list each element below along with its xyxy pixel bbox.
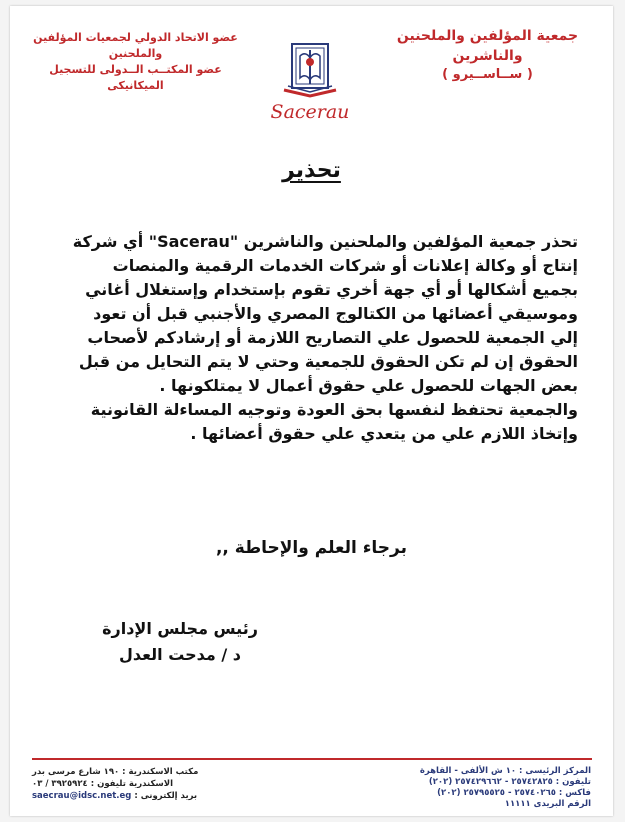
page-title-text: تحذير	[282, 158, 341, 183]
org-name-block	[380, 26, 595, 84]
membership-line-1: عضو الاتحاد الدولي لجمعيات المؤلفين والملحنين	[33, 31, 238, 60]
email-row	[32, 790, 272, 802]
org-abbr: ( ســاســيرو )	[442, 67, 533, 82]
hq-phone: تليفون : ٢٥٧٤٢٨٢٥ - ٢٥٧٤٢٩٦٦٢ (٢٠٢)	[428, 777, 591, 787]
brand-name: Sacerau	[270, 101, 350, 123]
email-link[interactable]: saecrau@idsc.net.eg	[32, 791, 132, 801]
org-name: جمعية المؤلفين والملحنين والناشرين	[396, 28, 579, 64]
signature-role: رئيس مجلس الإدارة	[102, 619, 258, 638]
membership-block	[28, 30, 243, 94]
closing-line: برجاء العلم والإحاطة ,,	[215, 538, 408, 558]
footer-divider	[32, 758, 592, 760]
email-label: بريد إلكترونى :	[134, 791, 198, 801]
hq-address: المركز الرئيسى : ١٠ ش الألفى - القاهرة	[419, 766, 591, 776]
hq-contact-block	[351, 766, 591, 810]
alex-address: مكتب الاسكندرية : ١٩٠ شارع مرسى بدر	[32, 767, 199, 777]
signature-name: د / مدحت العدل	[118, 645, 242, 664]
signature-block	[80, 616, 280, 668]
sacerau-emblem-icon	[278, 40, 342, 100]
letter-page	[10, 6, 613, 816]
body-paragraph-2: والجمعية تحتفظ لنفسها بحق العودة وتوجيه المساءلة القانونية وإتخاذ اللازم علي من يتعدي علي حقوق أعضائها .	[90, 400, 578, 443]
hq-postal: الرقم البريدى ١١١١١	[504, 799, 591, 809]
body-paragraph-1: تحذر جمعية المؤلفين والملحنين والناشرين "Sacerau" أي شركة إنتاج أو وكالة إعلانات أو شركات الخدمات الرقمية والمنصات بجميع أشكالها أو أي جهة أخري تقوم بإستخدام وإستغلال أغاني وموسيقي أعضائها من الكتالوج المصري والأجنبي قبل أن تعود إلي الجمعية للحصول علي التصاريح اللازمة أو إرشادكم لأصحاب الحقوق إن لم تكن الحقوق للجمعية وحتي لا يتم التحايل من قبل بعض الجهات للحصول علي حقوق أعمال لا يمتلكونها .	[72, 232, 578, 395]
page-title	[10, 158, 613, 183]
warning-body	[68, 230, 578, 446]
alex-contact-block	[32, 766, 272, 802]
alex-phone: الاسكندرية تليفون : ٣٩٢٥٩٢٤ / ٠٣	[32, 779, 174, 789]
hq-fax: فاكس : ٢٥٧٤٠٢٦٥ - ٢٥٧٩٥٥٢٥ (٢٠٢)	[437, 788, 591, 798]
membership-line-2: عضو المكتــب الــدولى للتسجيل الميكانيكى	[49, 63, 222, 92]
